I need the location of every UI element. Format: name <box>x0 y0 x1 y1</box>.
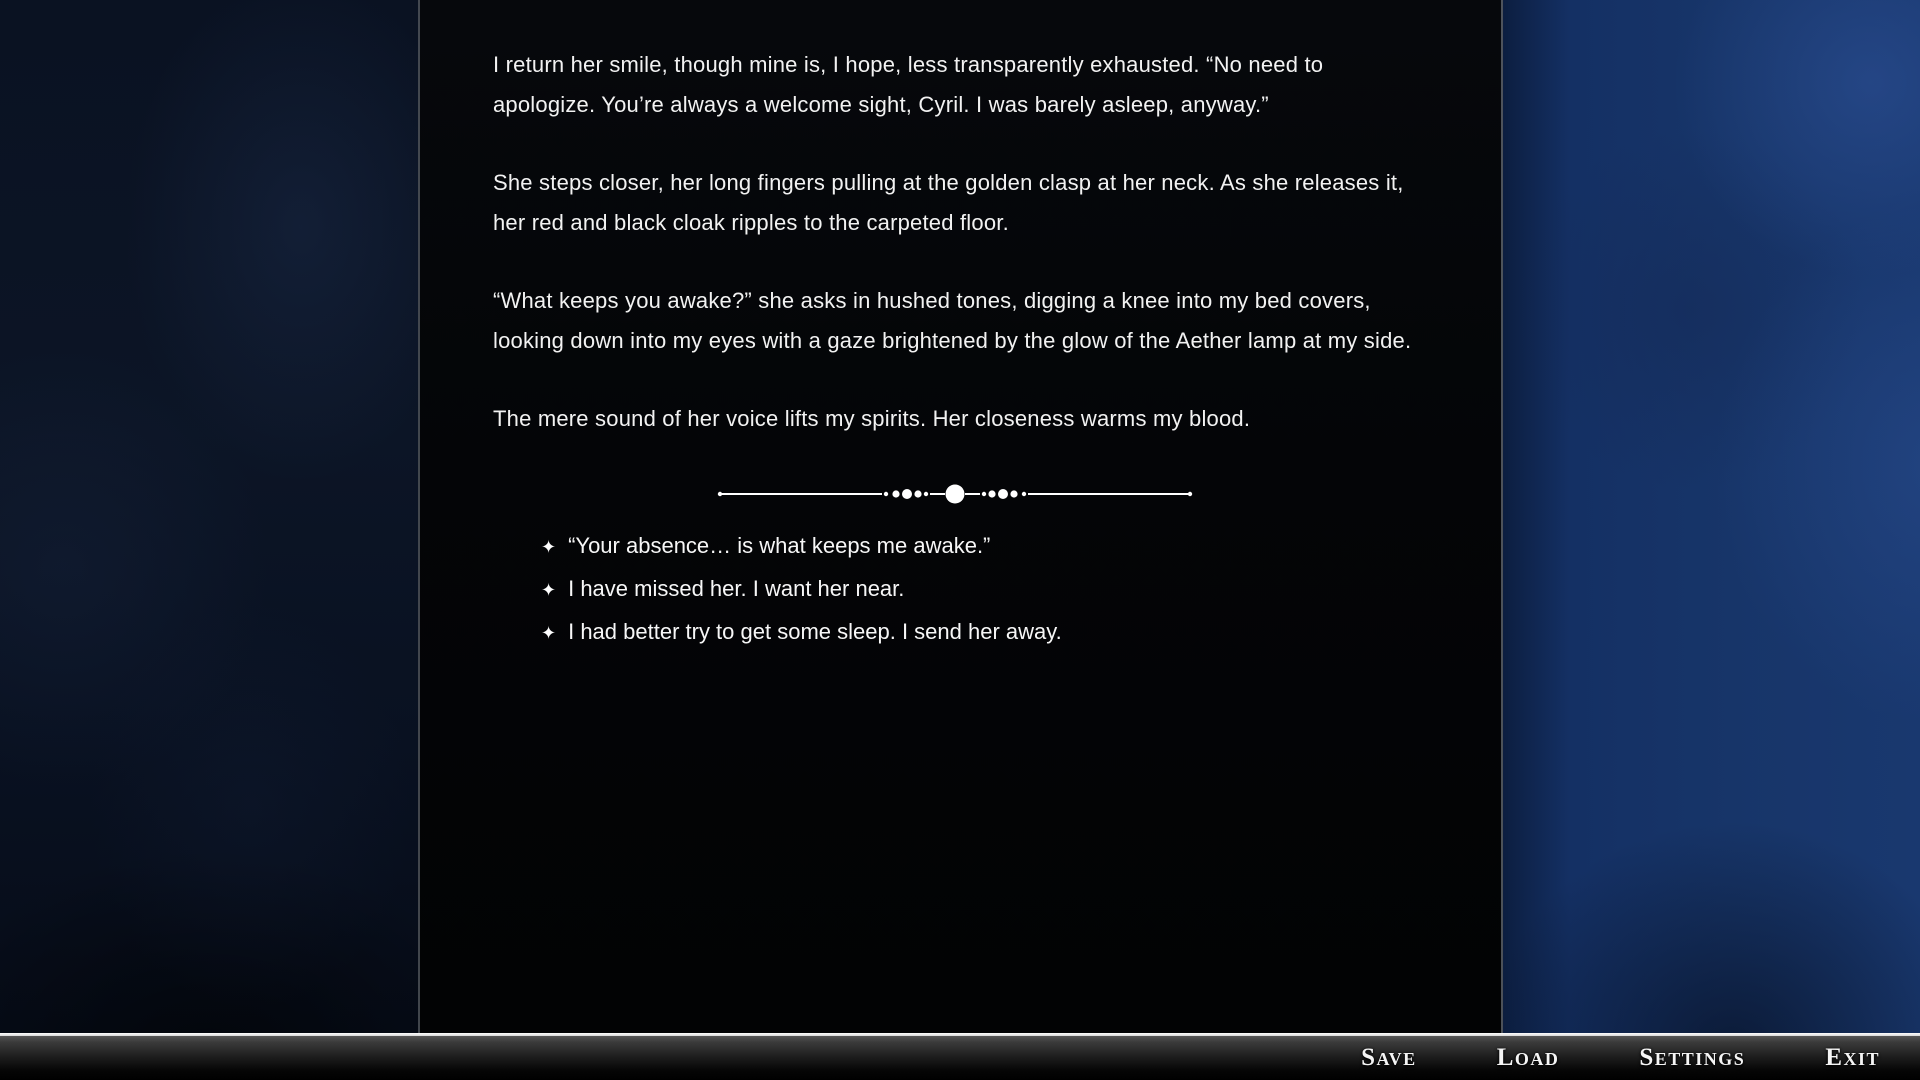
background-right-clouds <box>1503 0 1920 1033</box>
four-pointed-star-icon: ✦ <box>541 623 557 643</box>
choice-list <box>493 525 1416 654</box>
story-paragraph: The mere sound of her voice lifts my spirits. Her closeness warms my blood. <box>493 406 1251 431</box>
story-paragraph: “What keeps you awake?” she asks in hushed tones, digging a knee into my bed covers, looking down into my eyes with a gaze brightened by the glow of the Aether lamp at my side. <box>493 288 1412 353</box>
choice-label: I have missed her. I want her near. <box>568 576 905 601</box>
four-pointed-star-icon: ✦ <box>541 580 557 600</box>
exit-button[interactable]: Exit <box>1825 1044 1880 1071</box>
choice-option[interactable] <box>541 568 1416 611</box>
menu-button-row <box>0 1036 1920 1080</box>
background-left-clouds <box>0 0 418 1033</box>
bottom-menu-bar <box>0 1033 1920 1080</box>
save-button[interactable]: Save <box>1361 1044 1417 1071</box>
settings-button[interactable]: Settings <box>1639 1044 1746 1071</box>
choice-option[interactable] <box>541 611 1416 654</box>
story-text-area <box>420 0 1501 654</box>
story-paragraph: I return her smile, though mine is, I hope, less transparently exhausted. “No need to apologize. You’re always a welcome sight, Cyril. I was barely asleep, anyway.” <box>493 52 1324 117</box>
choice-label: “Your absence… is what keeps me awake.” <box>568 533 991 558</box>
choice-label: I had better try to get some sleep. I send her away. <box>568 619 1062 644</box>
story-panel <box>418 0 1503 1033</box>
choice-option[interactable] <box>541 525 1416 568</box>
story-paragraph: She steps closer, her long fingers pulling at the golden clasp at her neck. As she releases it, her red and black cloak ripples to the carpeted floor. <box>493 170 1404 235</box>
ornamental-line-divider <box>716 483 1194 505</box>
four-pointed-star-icon: ✦ <box>541 537 557 557</box>
load-button[interactable]: Load <box>1496 1044 1560 1071</box>
